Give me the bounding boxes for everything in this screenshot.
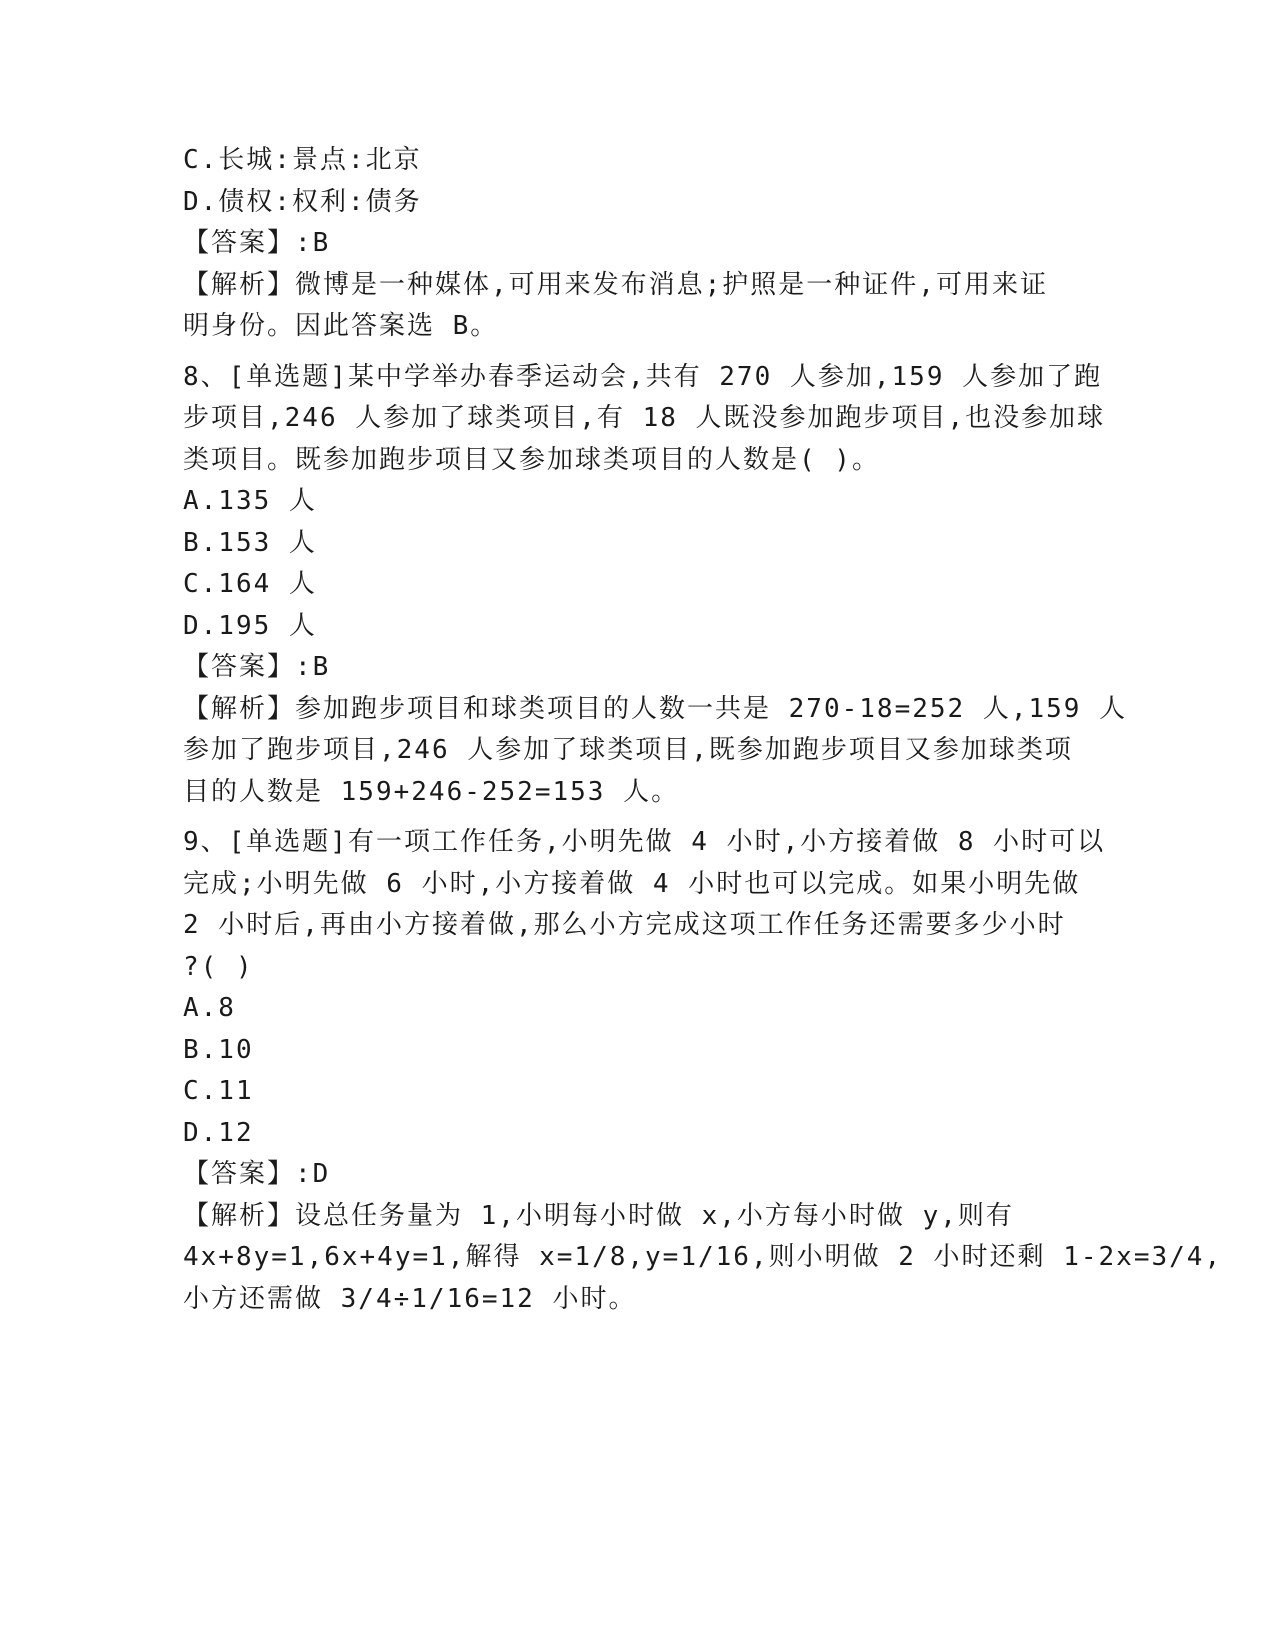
option-c: C.164 人	[183, 569, 317, 599]
explanation-line: 明身份。因此答案选 B。	[183, 311, 499, 341]
answer-line: 【答案】:B	[183, 652, 331, 682]
question-stem-line: 类项目。既参加跑步项目又参加球类项目的人数是( )。	[183, 444, 880, 475]
explanation-line: 小方还需做 3/4÷1/16=12 小时。	[183, 1283, 637, 1314]
spacer	[183, 348, 1043, 357]
explanation-line: 4x+8y=1,6x+4y=1,解得 x=1/8,y=1/16,则小明做 2 小时还剩 1-2x=3/4,	[183, 1242, 1223, 1272]
question-stem-line: 步项目,246 人参加了球类项目,有 18 人既没参加跑步项目,也没参加球	[183, 403, 1106, 433]
option-c: C.长城:景点:北京	[183, 145, 422, 175]
question-9	[183, 822, 1223, 1320]
answer-line: 【答案】:D	[183, 1159, 331, 1189]
explanation-line: 【解析】微博是一种媒体,可用来发布消息;护照是一种证件,可用来证	[183, 269, 1048, 300]
option-d: D.债权:权利:债务	[183, 186, 422, 217]
question-stem-line: 8、[单选题]某中学举办春季运动会,共有 270 人参加,159 人参加了跑	[183, 361, 1103, 392]
option-a: A.8	[183, 993, 236, 1023]
spacer	[183, 813, 1043, 822]
option-d: D.12	[183, 1117, 254, 1148]
question-7-tail	[183, 140, 1048, 348]
option-a: A.135 人	[183, 486, 317, 516]
option-d: D.195 人	[183, 610, 317, 641]
document-content	[183, 140, 1223, 1320]
option-b: B.10	[183, 1034, 254, 1065]
explanation-line: 【解析】参加跑步项目和球类项目的人数一共是 270-18=252 人,159 人	[183, 693, 1128, 724]
explanation-line: 目的人数是 159+246-252=153 人。	[183, 776, 680, 807]
question-stem-line: 完成;小明先做 6 小时,小方接着做 4 小时也可以完成。如果小明先做	[183, 868, 1081, 899]
option-b: B.153 人	[183, 527, 317, 558]
explanation-line: 参加了跑步项目,246 人参加了球类项目,既参加跑步项目又参加球类项	[183, 735, 1073, 765]
explanation-line: 【解析】设总任务量为 1,小明每小时做 x,小方每小时做 y,则有	[183, 1200, 1014, 1231]
question-8	[183, 357, 1128, 814]
question-stem-line: 9、[单选题]有一项工作任务,小明先做 4 小时,小方接着做 8 小时可以	[183, 827, 1106, 857]
answer-line: 【答案】:B	[183, 228, 331, 258]
question-stem-line: ?( )	[183, 951, 254, 982]
question-stem-line: 2 小时后,再由小方接着做,那么小方完成这项工作任务还需要多少小时	[183, 910, 1066, 940]
option-c: C.11	[183, 1076, 254, 1106]
